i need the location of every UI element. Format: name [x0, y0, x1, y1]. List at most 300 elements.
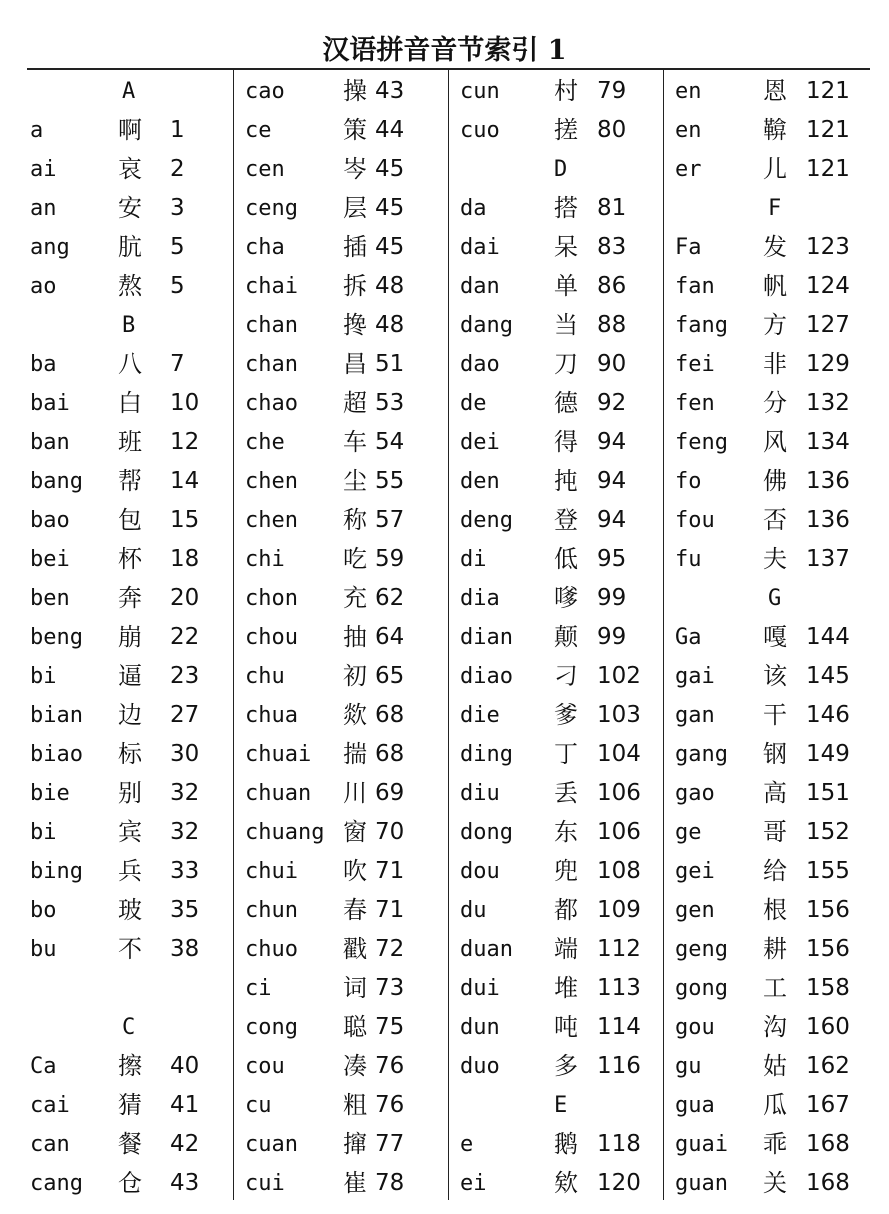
letter-heading-text: C	[122, 1015, 136, 1040]
hanzi-character: 哀	[118, 155, 142, 183]
page-number: 71	[375, 897, 405, 923]
page-number: 14	[170, 468, 200, 494]
pinyin-syllable: bi	[30, 664, 57, 689]
hanzi-character: 欻	[343, 701, 367, 729]
pinyin-syllable: cai	[30, 1093, 70, 1118]
page-number: 32	[170, 780, 200, 806]
page-number: 27	[170, 702, 200, 728]
letter-heading-text: F	[768, 196, 782, 221]
page-number: 112	[597, 936, 641, 962]
pinyin-syllable: cao	[245, 79, 285, 104]
hanzi-character: 超	[343, 389, 367, 417]
hanzi-character: 崩	[118, 623, 142, 651]
page-number: 144	[806, 624, 850, 650]
pinyin-syllable: chua	[245, 703, 298, 728]
letter-heading-text: B	[122, 313, 136, 338]
pinyin-syllable: fou	[675, 508, 715, 533]
pinyin-syllable: cang	[30, 1171, 83, 1196]
page-number: 70	[375, 819, 405, 845]
pinyin-syllable: duo	[460, 1054, 500, 1079]
hanzi-character: 白	[118, 389, 142, 417]
hanzi-character: 兜	[554, 857, 578, 885]
hanzi-character: 方	[763, 311, 787, 339]
pinyin-syllable: dan	[460, 274, 500, 299]
page-number: 156	[806, 897, 850, 923]
page-number: 106	[597, 819, 641, 845]
pinyin-syllable: di	[460, 547, 487, 572]
page-number: 76	[375, 1092, 405, 1118]
hanzi-character: 都	[554, 896, 578, 924]
hanzi-character: 戳	[343, 935, 367, 963]
hanzi-character: 搓	[554, 116, 578, 144]
page-number: 20	[170, 585, 200, 611]
page-number: 64	[375, 624, 405, 650]
hanzi-character: 撺	[343, 1130, 367, 1158]
pinyin-syllable: fu	[675, 547, 702, 572]
hanzi-character: 儿	[763, 155, 787, 183]
page-number: 120	[597, 1170, 641, 1196]
page-number: 30	[170, 741, 200, 767]
page-number: 94	[597, 468, 627, 494]
pinyin-syllable: deng	[460, 508, 513, 533]
page-number: 92	[597, 390, 627, 416]
hanzi-character: 嘎	[763, 623, 787, 651]
page-number: 103	[597, 702, 641, 728]
hanzi-character: 宾	[118, 818, 142, 846]
column-divider	[663, 70, 664, 1200]
page-number: 106	[597, 780, 641, 806]
page-number: 134	[806, 429, 850, 455]
pinyin-syllable: bie	[30, 781, 70, 806]
hanzi-character: 刁	[554, 662, 578, 690]
pinyin-syllable: gua	[675, 1093, 715, 1118]
pinyin-syllable: chai	[245, 274, 298, 299]
pinyin-syllable: ge	[675, 820, 702, 845]
hanzi-character: 东	[554, 818, 578, 846]
page-number: 45	[375, 234, 405, 260]
page-number: 121	[806, 117, 850, 143]
hanzi-character: 瓜	[763, 1091, 787, 1119]
pinyin-syllable: Ca	[30, 1054, 57, 1079]
hanzi-character: 嗲	[554, 584, 578, 612]
page-number: 136	[806, 507, 850, 533]
pinyin-syllable: bao	[30, 508, 70, 533]
page-number: 62	[375, 585, 405, 611]
pinyin-syllable: cha	[245, 235, 285, 260]
pinyin-syllable: duan	[460, 937, 513, 962]
hanzi-character: 刀	[554, 350, 578, 378]
hanzi-character: 多	[554, 1052, 578, 1080]
page-number: 123	[806, 234, 850, 260]
hanzi-character: 帮	[118, 467, 142, 495]
page-number: 152	[806, 819, 850, 845]
pinyin-syllable: gai	[675, 664, 715, 689]
page-number: 3	[170, 195, 185, 221]
pinyin-syllable: diu	[460, 781, 500, 806]
pinyin-syllable: an	[30, 196, 57, 221]
page-number: 109	[597, 897, 641, 923]
hanzi-character: 佛	[763, 467, 787, 495]
hanzi-character: 风	[763, 428, 787, 456]
page-number: 33	[170, 858, 200, 884]
page-number: 18	[170, 546, 200, 572]
hanzi-character: 插	[343, 233, 367, 261]
page-number: 124	[806, 273, 850, 299]
page-number: 168	[806, 1131, 850, 1157]
pinyin-syllable: Fa	[675, 235, 702, 260]
pinyin-syllable: dou	[460, 859, 500, 884]
page-number: 114	[597, 1014, 641, 1040]
hanzi-character: 昌	[343, 350, 367, 378]
hanzi-character: 策	[343, 116, 367, 144]
page-number: 59	[375, 546, 405, 572]
page-number: 168	[806, 1170, 850, 1196]
page-number: 45	[375, 195, 405, 221]
page-number: 136	[806, 468, 850, 494]
pinyin-syllable: gang	[675, 742, 728, 767]
pinyin-syllable: bo	[30, 898, 57, 923]
letter-heading-text: E	[554, 1093, 568, 1118]
page-number: 41	[170, 1092, 200, 1118]
pinyin-syllable: cen	[245, 157, 285, 182]
pinyin-syllable: bu	[30, 937, 57, 962]
pinyin-syllable: diao	[460, 664, 513, 689]
page-number: 78	[375, 1170, 405, 1196]
pinyin-syllable: gei	[675, 859, 715, 884]
hanzi-character: 别	[118, 779, 142, 807]
hanzi-character: 给	[763, 857, 787, 885]
hanzi-character: 词	[343, 974, 367, 1002]
pinyin-syllable: can	[30, 1132, 70, 1157]
hanzi-character: 根	[763, 896, 787, 924]
pinyin-syllable: ba	[30, 352, 57, 377]
hanzi-character: 该	[763, 662, 787, 690]
pinyin-syllable: dun	[460, 1015, 500, 1040]
hanzi-character: 安	[118, 194, 142, 222]
pinyin-syllable: dian	[460, 625, 513, 650]
pinyin-syllable: bi	[30, 820, 57, 845]
hanzi-character: 擦	[118, 1052, 142, 1080]
hanzi-character: 搀	[343, 311, 367, 339]
page-number: 88	[597, 312, 627, 338]
page-number: 43	[170, 1170, 200, 1196]
page-number: 32	[170, 819, 200, 845]
page-number: 5	[170, 234, 185, 260]
pinyin-syllable: chan	[245, 352, 298, 377]
page-number: 156	[806, 936, 850, 962]
hanzi-character: 否	[763, 506, 787, 534]
page-number: 22	[170, 624, 200, 650]
hanzi-character: 车	[343, 428, 367, 456]
pinyin-syllable: a	[30, 118, 44, 143]
pinyin-syllable: chu	[245, 664, 285, 689]
hanzi-character: 端	[554, 935, 578, 963]
pinyin-syllable: chou	[245, 625, 298, 650]
pinyin-syllable: dang	[460, 313, 513, 338]
page-number: 1	[170, 117, 185, 143]
hanzi-character: 扽	[554, 467, 578, 495]
hanzi-character: 初	[343, 662, 367, 690]
pinyin-syllable: beng	[30, 625, 83, 650]
hanzi-character: 聪	[343, 1013, 367, 1041]
page-number: 102	[597, 663, 641, 689]
page-number: 43	[375, 78, 405, 104]
page-number: 118	[597, 1131, 641, 1157]
hanzi-character: 吃	[343, 545, 367, 573]
pinyin-syllable: dong	[460, 820, 513, 845]
hanzi-character: 发	[763, 233, 787, 261]
hanzi-character: 标	[118, 740, 142, 768]
hanzi-character: 崔	[343, 1169, 367, 1197]
page-number: 113	[597, 975, 641, 1001]
pinyin-syllable: gu	[675, 1054, 702, 1079]
hanzi-character: 杯	[118, 545, 142, 573]
page-number: 68	[375, 741, 405, 767]
pinyin-syllable: chun	[245, 898, 298, 923]
hanzi-character: 肮	[118, 233, 142, 261]
hanzi-character: 搭	[554, 194, 578, 222]
pinyin-syllable: chi	[245, 547, 285, 572]
hanzi-character: 班	[118, 428, 142, 456]
hanzi-character: 丢	[554, 779, 578, 807]
page-number: 83	[597, 234, 627, 260]
page-number: 162	[806, 1053, 850, 1079]
hanzi-character: 边	[118, 701, 142, 729]
pinyin-syllable: ai	[30, 157, 57, 182]
pinyin-syllable: ei	[460, 1171, 487, 1196]
pinyin-syllable: chuang	[245, 820, 325, 845]
page-number: 76	[375, 1053, 405, 1079]
hanzi-character: 粗	[343, 1091, 367, 1119]
page-number: 95	[597, 546, 627, 572]
page-number: 72	[375, 936, 405, 962]
page-number: 12	[170, 429, 200, 455]
hanzi-character: 兵	[118, 857, 142, 885]
hanzi-character: 姑	[763, 1052, 787, 1080]
pinyin-syllable: gong	[675, 976, 728, 1001]
hanzi-character: 玻	[118, 896, 142, 924]
pinyin-syllable: ceng	[245, 196, 298, 221]
page-number: 108	[597, 858, 641, 884]
page-number: 45	[375, 156, 405, 182]
hanzi-character: 堆	[554, 974, 578, 1002]
hanzi-character: 吹	[343, 857, 367, 885]
pinyin-syllable: dai	[460, 235, 500, 260]
hanzi-character: 不	[118, 935, 142, 963]
page-number: 71	[375, 858, 405, 884]
hanzi-character: 爹	[554, 701, 578, 729]
page-number: 40	[170, 1053, 200, 1079]
pinyin-syllable: bang	[30, 469, 83, 494]
hanzi-character: 凑	[343, 1052, 367, 1080]
page-number: 42	[170, 1131, 200, 1157]
pinyin-syllable: chao	[245, 391, 298, 416]
hanzi-character: 包	[118, 506, 142, 534]
hanzi-character: 操	[343, 77, 367, 105]
pinyin-syllable: fen	[675, 391, 715, 416]
column-divider	[233, 70, 234, 1200]
hanzi-character: 沟	[763, 1013, 787, 1041]
column-divider	[448, 70, 449, 1200]
pinyin-syllable: gan	[675, 703, 715, 728]
page-number: 121	[806, 156, 850, 182]
page-number: 23	[170, 663, 200, 689]
pinyin-syllable: biao	[30, 742, 83, 767]
pinyin-syllable: ang	[30, 235, 70, 260]
hanzi-character: 啊	[118, 116, 142, 144]
page-number: 94	[597, 429, 627, 455]
hanzi-character: 夫	[763, 545, 787, 573]
hanzi-character: 当	[554, 311, 578, 339]
pinyin-syllable: cui	[245, 1171, 285, 1196]
pinyin-syllable: dao	[460, 352, 500, 377]
pinyin-syllable: chen	[245, 508, 298, 533]
page-number: 80	[597, 117, 627, 143]
page-number: 160	[806, 1014, 850, 1040]
page-number: 151	[806, 780, 850, 806]
pinyin-syllable: de	[460, 391, 487, 416]
hanzi-character: 低	[554, 545, 578, 573]
page-number: 35	[170, 897, 200, 923]
hanzi-character: 非	[763, 350, 787, 378]
page-number: 57	[375, 507, 405, 533]
pinyin-syllable: dui	[460, 976, 500, 1001]
pinyin-syllable: du	[460, 898, 487, 923]
pinyin-syllable: e	[460, 1132, 474, 1157]
letter-heading-text: D	[554, 157, 568, 182]
page-number: 167	[806, 1092, 850, 1118]
pinyin-syllable: guan	[675, 1171, 728, 1196]
page-number: 127	[806, 312, 850, 338]
page-number: 79	[597, 78, 627, 104]
hanzi-character: 层	[343, 194, 367, 222]
hanzi-character: 登	[554, 506, 578, 534]
hanzi-character: 分	[763, 389, 787, 417]
pinyin-syllable: guai	[675, 1132, 728, 1157]
hanzi-character: 八	[118, 350, 142, 378]
page-number: 5	[170, 273, 185, 299]
hanzi-character: 春	[343, 896, 367, 924]
pinyin-syllable: en	[675, 79, 702, 104]
pinyin-syllable: cuo	[460, 118, 500, 143]
page-title: 汉语拼音音节索引 1	[322, 35, 567, 66]
pinyin-syllable: chan	[245, 313, 298, 338]
hanzi-character: 岑	[343, 155, 367, 183]
pinyin-syllable: che	[245, 430, 285, 455]
hanzi-character: 关	[763, 1169, 787, 1197]
page-number: 54	[375, 429, 405, 455]
hanzi-character: 揣	[343, 740, 367, 768]
pinyin-syllable: die	[460, 703, 500, 728]
letter-heading-text: A	[122, 79, 136, 104]
pinyin-syllable: ding	[460, 742, 513, 767]
page-number: 137	[806, 546, 850, 572]
pinyin-syllable: chuo	[245, 937, 298, 962]
pinyin-syllable: fang	[675, 313, 728, 338]
pinyin-syllable: cu	[245, 1093, 272, 1118]
pinyin-syllable: dia	[460, 586, 500, 611]
hanzi-character: 哥	[763, 818, 787, 846]
pinyin-syllable: bei	[30, 547, 70, 572]
hanzi-character: 呆	[554, 233, 578, 261]
pinyin-syllable: cun	[460, 79, 500, 104]
pinyin-syllable: chuai	[245, 742, 312, 767]
pinyin-syllable: gao	[675, 781, 715, 806]
page-number: 129	[806, 351, 850, 377]
page-number: 55	[375, 468, 405, 494]
page-number: 48	[375, 273, 405, 299]
page-number: 116	[597, 1053, 641, 1079]
pinyin-syllable: fan	[675, 274, 715, 299]
page-number: 155	[806, 858, 850, 884]
page-number: 44	[375, 117, 405, 143]
hanzi-character: 德	[554, 389, 578, 417]
page-number: 158	[806, 975, 850, 1001]
pinyin-syllable: dei	[460, 430, 500, 455]
page-number: 149	[806, 741, 850, 767]
pinyin-syllable: gen	[675, 898, 715, 923]
hanzi-character: 抽	[343, 623, 367, 651]
page-number: 38	[170, 936, 200, 962]
hanzi-character: 尘	[343, 467, 367, 495]
hanzi-character: 餐	[118, 1130, 142, 1158]
hanzi-character: 欸	[554, 1169, 578, 1197]
pinyin-syllable: cong	[245, 1015, 298, 1040]
page-number: 53	[375, 390, 405, 416]
page-number: 99	[597, 585, 627, 611]
hanzi-character: 恩	[763, 77, 787, 105]
pinyin-syllable: er	[675, 157, 702, 182]
pinyin-syllable: gou	[675, 1015, 715, 1040]
pinyin-syllable: ce	[245, 118, 272, 143]
hanzi-character: 帆	[763, 272, 787, 300]
page-number: 104	[597, 741, 641, 767]
hanzi-character: 川	[343, 779, 367, 807]
page-number: 145	[806, 663, 850, 689]
page-number: 132	[806, 390, 850, 416]
pinyin-syllable: chui	[245, 859, 298, 884]
pinyin-syllable: fei	[675, 352, 715, 377]
hanzi-character: 充	[343, 584, 367, 612]
hanzi-character: 窗	[343, 818, 367, 846]
pinyin-syllable: bing	[30, 859, 83, 884]
hanzi-character: 钢	[763, 740, 787, 768]
page-number: 7	[170, 351, 185, 377]
pinyin-syllable: chuan	[245, 781, 312, 806]
pinyin-syllable: da	[460, 196, 487, 221]
page-number: 2	[170, 156, 185, 182]
pinyin-syllable: den	[460, 469, 500, 494]
pinyin-syllable: bian	[30, 703, 83, 728]
pinyin-syllable: ci	[245, 976, 272, 1001]
hanzi-character: 拆	[343, 272, 367, 300]
page-number: 99	[597, 624, 627, 650]
page-number: 15	[170, 507, 200, 533]
pinyin-syllable: chen	[245, 469, 298, 494]
page-number: 73	[375, 975, 405, 1001]
hanzi-character: 鹅	[554, 1130, 578, 1158]
hanzi-character: 得	[554, 428, 578, 456]
hanzi-character: 仓	[118, 1169, 142, 1197]
page-number: 86	[597, 273, 627, 299]
pinyin-syllable: ban	[30, 430, 70, 455]
page-number: 75	[375, 1014, 405, 1040]
hanzi-character: 高	[763, 779, 787, 807]
pinyin-syllable: fo	[675, 469, 702, 494]
pinyin-syllable: ao	[30, 274, 57, 299]
pinyin-syllable: chon	[245, 586, 298, 611]
page-number: 146	[806, 702, 850, 728]
